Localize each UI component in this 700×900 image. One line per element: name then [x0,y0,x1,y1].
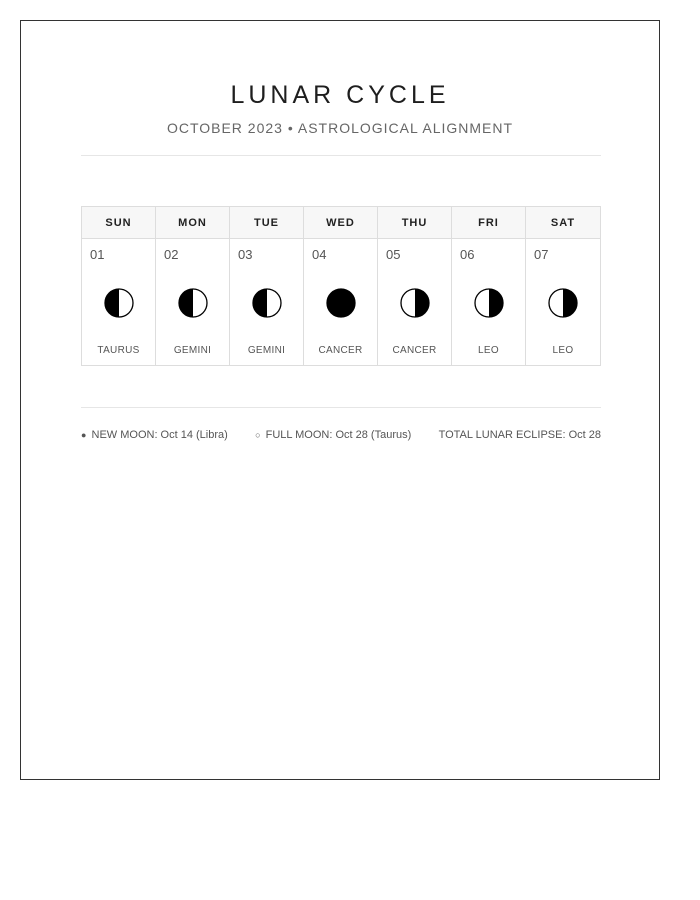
moon-phase-icon [104,288,134,318]
header-divider [81,155,601,156]
moon-phase-icon [252,288,282,318]
day-cell [156,239,230,365]
zodiac-sign: LEO [478,345,499,356]
zodiac-sign: CANCER [318,345,363,356]
page-subtitle: OCTOBER 2023 • ASTROLOGICAL ALIGNMENT [166,120,514,136]
day-cell [304,239,378,365]
new-moon-marker-icon: ● [81,430,87,440]
moon-phase-icon [548,288,578,318]
day-number: 05 [386,247,401,262]
weekday-tue: TUE [230,207,304,239]
day-number: 07 [534,247,549,262]
new-moon-note [81,428,228,442]
zodiac-sign: CANCER [392,345,437,356]
moon-events-legend [81,428,601,442]
zodiac-sign: TAURUS [97,345,140,356]
moon-phase-icon [400,288,430,318]
weekday-thu: THU [378,207,452,239]
day-cell [378,239,452,365]
footer-divider [81,407,601,408]
moon-phase-icon [474,288,504,318]
day-cell [230,239,304,365]
weekday-sun: SUN [82,207,156,239]
zodiac-sign: LEO [552,345,574,356]
day-number: 02 [164,247,179,262]
day-number: 01 [90,247,105,262]
calendar-card [20,20,660,780]
weekday-wed: WED [304,207,378,239]
weekday-mon: MON [156,207,230,239]
day-number: 03 [238,247,253,262]
weekday-sat: SAT [526,207,600,239]
zodiac-sign: GEMINI [173,345,212,356]
day-cell [452,239,526,365]
day-number: 06 [460,247,475,262]
week-calendar [81,206,601,366]
zodiac-sign: GEMINI [247,345,286,356]
full-moon-text: FULL MOON: Oct 28 (Taurus) [265,429,412,441]
page-title: LUNAR CYCLE [230,81,450,109]
moon-phase-icon [178,288,208,318]
day-cell [526,239,600,365]
full-moon-note [255,428,411,442]
full-moon-marker-icon: ○ [255,430,261,440]
day-number: 04 [312,247,327,262]
eclipse-note: TOTAL LUNAR ECLIPSE: Oct 28 [438,429,601,441]
day-cell [82,239,156,365]
new-moon-text: NEW MOON: Oct 14 (Libra) [91,429,228,441]
moon-phase-icon [326,288,356,318]
weekday-fri: FRI [452,207,526,239]
